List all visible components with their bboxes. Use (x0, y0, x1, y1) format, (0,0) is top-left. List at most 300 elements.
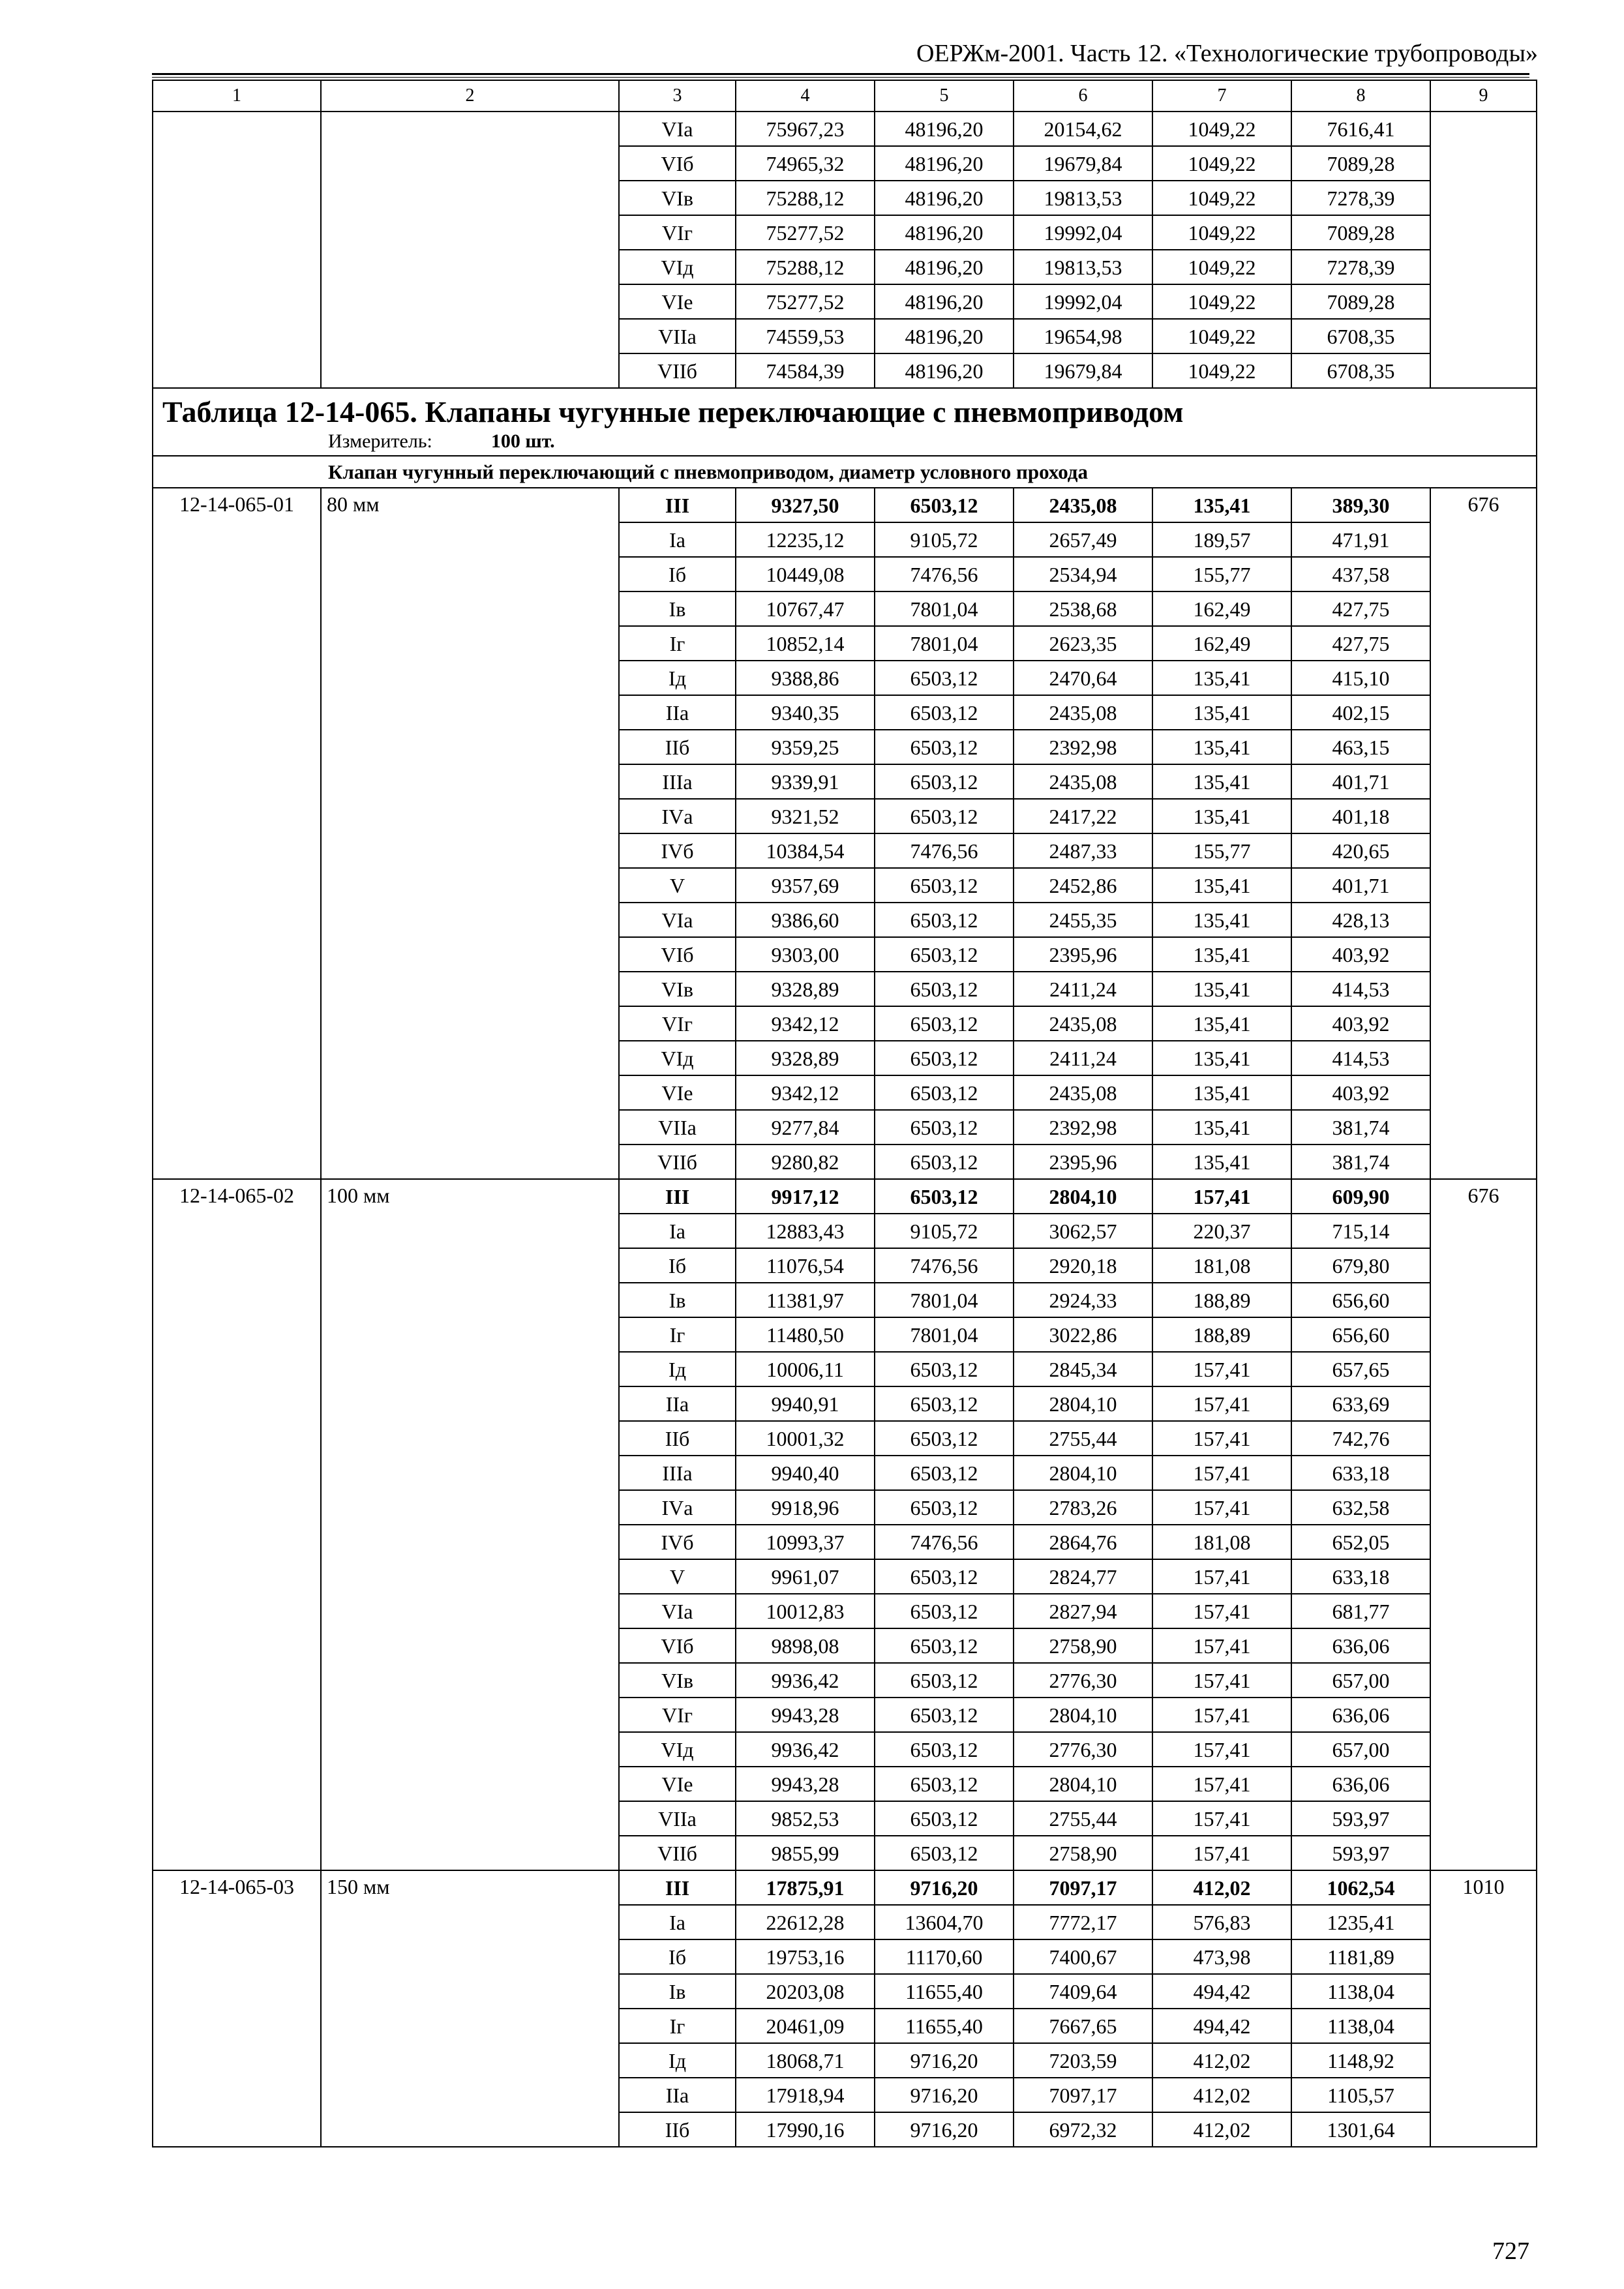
materials-cost-cell: 403,92 (1291, 1006, 1430, 1041)
total-cost-cell: 12883,43 (736, 1214, 875, 1248)
materials-cost-cell: 415,10 (1291, 661, 1430, 695)
total-cost-cell: 11480,50 (736, 1317, 875, 1352)
column-number-cell: 3 (619, 80, 736, 112)
total-cost-cell: 19753,16 (736, 1939, 875, 1974)
region-code-cell: Iг (619, 626, 736, 661)
name-cell (321, 112, 619, 388)
machine-cost-cell: 2392,98 (1014, 1110, 1152, 1144)
total-cost-cell: 9943,28 (736, 1767, 875, 1801)
total-cost-cell: 10384,54 (736, 833, 875, 868)
total-cost-cell: 18068,71 (736, 2043, 875, 2078)
region-code-cell: VIа (619, 112, 736, 146)
total-cost-cell: 9917,12 (736, 1179, 875, 1214)
wages-cost-cell: 48196,20 (875, 319, 1014, 353)
materials-cost-cell: 420,65 (1291, 833, 1430, 868)
table-row (153, 112, 1537, 146)
machine-cost-cell: 7409,64 (1014, 1974, 1152, 2009)
region-code-cell: Iг (619, 2009, 736, 2043)
wages-cost-cell: 7476,56 (875, 557, 1014, 591)
machine-cost-cell: 2395,96 (1014, 937, 1152, 972)
item-ref-cell: 1010 (1430, 1870, 1537, 2147)
total-cost-cell: 9328,89 (736, 972, 875, 1006)
machinist-wages-cell: 412,02 (1152, 1870, 1291, 1905)
materials-cost-cell: 1138,04 (1291, 1974, 1430, 2009)
total-cost-cell: 74965,32 (736, 146, 875, 181)
wages-cost-cell: 9716,20 (875, 1870, 1014, 1905)
machine-cost-cell: 2435,08 (1014, 1006, 1152, 1041)
machine-cost-cell: 7667,65 (1014, 2009, 1152, 2043)
machinist-wages-cell: 412,02 (1152, 2043, 1291, 2078)
machine-cost-cell: 2758,90 (1014, 1836, 1152, 1870)
machinist-wages-cell: 135,41 (1152, 764, 1291, 799)
total-cost-cell: 11381,97 (736, 1283, 875, 1317)
machinist-wages-cell: 135,41 (1152, 488, 1291, 522)
materials-cost-cell: 609,90 (1291, 1179, 1430, 1214)
materials-cost-cell: 403,92 (1291, 937, 1430, 972)
total-cost-cell: 74584,39 (736, 353, 875, 388)
machinist-wages-cell: 412,02 (1152, 2078, 1291, 2112)
machine-cost-cell: 20154,62 (1014, 112, 1152, 146)
item-ref-cell: 676 (1430, 1179, 1537, 1870)
total-cost-cell: 20203,08 (736, 1974, 875, 2009)
machine-cost-cell: 2435,08 (1014, 695, 1152, 730)
region-code-cell: IIIа (619, 764, 736, 799)
wages-cost-cell: 6503,12 (875, 1144, 1014, 1179)
total-cost-cell: 11076,54 (736, 1248, 875, 1283)
machinist-wages-cell: 157,41 (1152, 1732, 1291, 1767)
total-cost-cell: 22612,28 (736, 1905, 875, 1939)
materials-cost-cell: 636,06 (1291, 1767, 1430, 1801)
machinist-wages-cell: 157,41 (1152, 1456, 1291, 1490)
total-cost-cell: 17990,16 (736, 2112, 875, 2147)
item-name-cell: 80 мм (321, 488, 619, 1179)
wages-cost-cell: 6503,12 (875, 695, 1014, 730)
materials-cost-cell: 389,30 (1291, 488, 1430, 522)
region-code-cell: VIд (619, 250, 736, 284)
machinist-wages-cell: 155,77 (1152, 557, 1291, 591)
materials-cost-cell: 414,53 (1291, 972, 1430, 1006)
machinist-wages-cell: 135,41 (1152, 937, 1291, 972)
wages-cost-cell: 6503,12 (875, 1041, 1014, 1075)
machine-cost-cell: 2411,24 (1014, 972, 1152, 1006)
machine-cost-cell: 19992,04 (1014, 284, 1152, 319)
machine-cost-cell: 7772,17 (1014, 1905, 1152, 1939)
materials-cost-cell: 6708,35 (1291, 353, 1430, 388)
machine-cost-cell: 7203,59 (1014, 2043, 1152, 2078)
region-code-cell: VIб (619, 937, 736, 972)
wages-cost-cell: 48196,20 (875, 284, 1014, 319)
item-name-cell: 100 мм (321, 1179, 619, 1870)
machine-cost-cell: 2755,44 (1014, 1421, 1152, 1456)
region-code-cell: Iб (619, 557, 736, 591)
wages-cost-cell: 7476,56 (875, 833, 1014, 868)
region-code-cell: III (619, 488, 736, 522)
machine-cost-cell: 2920,18 (1014, 1248, 1152, 1283)
total-cost-cell: 10993,37 (736, 1525, 875, 1559)
total-cost-cell: 20461,09 (736, 2009, 875, 2043)
materials-cost-cell: 593,97 (1291, 1801, 1430, 1836)
total-cost-cell: 9855,99 (736, 1836, 875, 1870)
table-row (153, 488, 1537, 522)
materials-cost-cell: 427,75 (1291, 591, 1430, 626)
wages-cost-cell: 9716,20 (875, 2078, 1014, 2112)
machinist-wages-cell: 157,41 (1152, 1421, 1291, 1456)
machine-cost-cell: 19679,84 (1014, 146, 1152, 181)
wages-cost-cell: 7801,04 (875, 626, 1014, 661)
machinist-wages-cell: 157,41 (1152, 1559, 1291, 1594)
total-cost-cell: 9386,60 (736, 903, 875, 937)
wages-cost-cell: 48196,20 (875, 112, 1014, 146)
machine-cost-cell: 19992,04 (1014, 215, 1152, 250)
materials-cost-cell: 471,91 (1291, 522, 1430, 557)
machinist-wages-cell: 188,89 (1152, 1283, 1291, 1317)
total-cost-cell: 9303,00 (736, 937, 875, 972)
total-cost-cell: 75277,52 (736, 215, 875, 250)
machinist-wages-cell: 1049,22 (1152, 112, 1291, 146)
region-code-cell: III (619, 1179, 736, 1214)
wages-cost-cell: 48196,20 (875, 181, 1014, 215)
machine-cost-cell: 2455,35 (1014, 903, 1152, 937)
machine-cost-cell: 2435,08 (1014, 1075, 1152, 1110)
wages-cost-cell: 11655,40 (875, 1974, 1014, 2009)
machinist-wages-cell: 157,41 (1152, 1836, 1291, 1870)
total-cost-cell: 9342,12 (736, 1006, 875, 1041)
machine-cost-cell: 7097,17 (1014, 2078, 1152, 2112)
materials-cost-cell: 679,80 (1291, 1248, 1430, 1283)
machine-cost-cell: 2824,77 (1014, 1559, 1152, 1594)
machinist-wages-cell: 135,41 (1152, 972, 1291, 1006)
materials-cost-cell: 656,60 (1291, 1317, 1430, 1352)
region-code-cell: Iд (619, 661, 736, 695)
item-ref-cell: 676 (1430, 488, 1537, 1179)
machine-cost-cell: 2758,90 (1014, 1628, 1152, 1663)
wages-cost-cell: 6503,12 (875, 1594, 1014, 1628)
header-rule-thick (152, 73, 1529, 75)
wages-cost-cell: 9716,20 (875, 2043, 1014, 2078)
wages-cost-cell: 6503,12 (875, 1732, 1014, 1767)
table-caption-row (153, 388, 1537, 430)
materials-cost-cell: 403,92 (1291, 1075, 1430, 1110)
materials-cost-cell: 1105,57 (1291, 2078, 1430, 2112)
materials-cost-cell: 437,58 (1291, 557, 1430, 591)
machinist-wages-cell: 157,41 (1152, 1594, 1291, 1628)
machinist-wages-cell: 157,41 (1152, 1179, 1291, 1214)
materials-cost-cell: 1181,89 (1291, 1939, 1430, 1974)
materials-cost-cell: 402,15 (1291, 695, 1430, 730)
machine-cost-cell: 2657,49 (1014, 522, 1152, 557)
machinist-wages-cell: 157,41 (1152, 1767, 1291, 1801)
wages-cost-cell: 48196,20 (875, 353, 1014, 388)
total-cost-cell: 9321,52 (736, 799, 875, 833)
region-code-cell: Iв (619, 1283, 736, 1317)
materials-cost-cell: 633,18 (1291, 1456, 1430, 1490)
materials-cost-cell: 7089,28 (1291, 284, 1430, 319)
region-code-cell: III (619, 1870, 736, 1905)
region-code-cell: VIIб (619, 1144, 736, 1179)
wages-cost-cell: 48196,20 (875, 215, 1014, 250)
total-cost-cell: 9359,25 (736, 730, 875, 764)
column-number-cell: 9 (1430, 80, 1537, 112)
wages-cost-cell: 48196,20 (875, 146, 1014, 181)
materials-cost-cell: 6708,35 (1291, 319, 1430, 353)
machinist-wages-cell: 157,41 (1152, 1352, 1291, 1386)
machine-cost-cell: 7400,67 (1014, 1939, 1152, 1974)
machinist-wages-cell: 135,41 (1152, 1144, 1291, 1179)
total-cost-cell: 10001,32 (736, 1421, 875, 1456)
region-code-cell: VIе (619, 284, 736, 319)
materials-cost-cell: 381,74 (1291, 1144, 1430, 1179)
materials-cost-cell: 7616,41 (1291, 112, 1430, 146)
materials-cost-cell: 7089,28 (1291, 146, 1430, 181)
machine-cost-cell: 2804,10 (1014, 1767, 1152, 1801)
header-rule-thin (152, 77, 1529, 78)
wages-cost-cell: 6503,12 (875, 1801, 1014, 1836)
machinist-wages-cell: 157,41 (1152, 1490, 1291, 1525)
region-code-cell: Iа (619, 522, 736, 557)
column-number-cell: 8 (1291, 80, 1430, 112)
materials-cost-cell: 652,05 (1291, 1525, 1430, 1559)
machine-cost-cell: 19813,53 (1014, 181, 1152, 215)
materials-cost-cell: 633,18 (1291, 1559, 1430, 1594)
machine-cost-cell: 19813,53 (1014, 250, 1152, 284)
machinist-wages-cell: 157,41 (1152, 1801, 1291, 1836)
region-code-cell: VIа (619, 903, 736, 937)
machine-cost-cell: 2864,76 (1014, 1525, 1152, 1559)
machine-cost-cell: 2804,10 (1014, 1456, 1152, 1490)
total-cost-cell: 12235,12 (736, 522, 875, 557)
machine-cost-cell: 2804,10 (1014, 1179, 1152, 1214)
machinist-wages-cell: 135,41 (1152, 1041, 1291, 1075)
machinist-wages-cell: 189,57 (1152, 522, 1291, 557)
machine-cost-cell: 2623,35 (1014, 626, 1152, 661)
wages-cost-cell: 6503,12 (875, 730, 1014, 764)
total-cost-cell: 75967,23 (736, 112, 875, 146)
total-cost-cell: 10449,08 (736, 557, 875, 591)
total-cost-cell: 74559,53 (736, 319, 875, 353)
materials-cost-cell: 657,00 (1291, 1663, 1430, 1698)
total-cost-cell: 9943,28 (736, 1698, 875, 1732)
materials-cost-cell: 401,71 (1291, 764, 1430, 799)
materials-cost-cell: 427,75 (1291, 626, 1430, 661)
wages-cost-cell: 6503,12 (875, 1698, 1014, 1732)
region-code-cell: Iв (619, 1974, 736, 2009)
region-code-cell: VIв (619, 972, 736, 1006)
region-code-cell: VIд (619, 1732, 736, 1767)
wages-cost-cell: 6503,12 (875, 1663, 1014, 1698)
materials-cost-cell: 7089,28 (1291, 215, 1430, 250)
materials-cost-cell: 463,15 (1291, 730, 1430, 764)
total-cost-cell: 9342,12 (736, 1075, 875, 1110)
column-number-cell: 6 (1014, 80, 1152, 112)
materials-cost-cell: 742,76 (1291, 1421, 1430, 1456)
materials-cost-cell: 636,06 (1291, 1698, 1430, 1732)
total-cost-cell: 9936,42 (736, 1663, 875, 1698)
machine-cost-cell: 2755,44 (1014, 1801, 1152, 1836)
wages-cost-cell: 6503,12 (875, 1628, 1014, 1663)
total-cost-cell: 10852,14 (736, 626, 875, 661)
total-cost-cell: 9918,96 (736, 1490, 875, 1525)
total-cost-cell: 10767,47 (736, 591, 875, 626)
machinist-wages-cell: 494,42 (1152, 1974, 1291, 2009)
machinist-wages-cell: 576,83 (1152, 1905, 1291, 1939)
total-cost-cell: 17875,91 (736, 1870, 875, 1905)
region-code-cell: Iг (619, 1317, 736, 1352)
unit-row (153, 430, 1537, 456)
wages-cost-cell: 13604,70 (875, 1905, 1014, 1939)
machine-cost-cell: 2487,33 (1014, 833, 1152, 868)
materials-cost-cell: 381,74 (1291, 1110, 1430, 1144)
total-cost-cell: 10012,83 (736, 1594, 875, 1628)
materials-cost-cell: 657,00 (1291, 1732, 1430, 1767)
machine-cost-cell: 2776,30 (1014, 1663, 1152, 1698)
total-cost-cell: 75288,12 (736, 250, 875, 284)
region-code-cell: VIг (619, 1698, 736, 1732)
region-code-cell: VIIа (619, 1110, 736, 1144)
wages-cost-cell: 11655,40 (875, 2009, 1014, 2043)
region-code-cell: VIг (619, 215, 736, 250)
region-code-cell: Iд (619, 1352, 736, 1386)
machine-cost-cell: 2804,10 (1014, 1698, 1152, 1732)
region-code-cell: VIд (619, 1041, 736, 1075)
wages-cost-cell: 6503,12 (875, 903, 1014, 937)
machine-cost-cell: 7097,17 (1014, 1870, 1152, 1905)
region-code-cell: Iд (619, 2043, 736, 2078)
region-code-cell: VIб (619, 1628, 736, 1663)
region-code-cell: Iб (619, 1248, 736, 1283)
machinist-wages-cell: 494,42 (1152, 2009, 1291, 2043)
wages-cost-cell: 6503,12 (875, 937, 1014, 972)
machinist-wages-cell: 157,41 (1152, 1663, 1291, 1698)
materials-cost-cell: 632,58 (1291, 1490, 1430, 1525)
machinist-wages-cell: 1049,22 (1152, 319, 1291, 353)
machine-cost-cell: 2783,26 (1014, 1490, 1152, 1525)
wages-cost-cell: 6503,12 (875, 1386, 1014, 1421)
wages-cost-cell: 7476,56 (875, 1525, 1014, 1559)
machinist-wages-cell: 162,49 (1152, 591, 1291, 626)
region-code-cell: IVб (619, 833, 736, 868)
region-code-cell: V (619, 1559, 736, 1594)
table-row (153, 1179, 1537, 1214)
region-code-cell: IIа (619, 1386, 736, 1421)
group-title: Клапан чугунный переключающий с пневмоприводом, диаметр условного прохода (153, 456, 1537, 488)
total-cost-cell: 9339,91 (736, 764, 875, 799)
total-cost-cell: 9936,42 (736, 1732, 875, 1767)
item-code-cell: 12-14-065-03 (153, 1870, 321, 2147)
machinist-wages-cell: 157,41 (1152, 1698, 1291, 1732)
machinist-wages-cell: 135,41 (1152, 695, 1291, 730)
machine-cost-cell: 2827,94 (1014, 1594, 1152, 1628)
table-caption: Таблица 12-14-065. Клапаны чугунные переключающие с пневмоприводом (153, 388, 1537, 430)
wages-cost-cell: 6503,12 (875, 1836, 1014, 1870)
machinist-wages-cell: 135,41 (1152, 730, 1291, 764)
wages-cost-cell: 9105,72 (875, 522, 1014, 557)
total-cost-cell: 9940,40 (736, 1456, 875, 1490)
table-row (153, 1870, 1537, 1905)
machine-cost-cell: 2534,94 (1014, 557, 1152, 591)
item-name-cell: 150 мм (321, 1870, 619, 2147)
region-code-cell: IVб (619, 1525, 736, 1559)
wages-cost-cell: 7801,04 (875, 591, 1014, 626)
region-code-cell: IIб (619, 730, 736, 764)
machine-cost-cell: 2452,86 (1014, 868, 1152, 903)
wages-cost-cell: 6503,12 (875, 1110, 1014, 1144)
wages-cost-cell: 6503,12 (875, 1075, 1014, 1110)
machine-cost-cell: 2435,08 (1014, 764, 1152, 799)
region-code-cell: IIб (619, 1421, 736, 1456)
column-number-cell: 7 (1152, 80, 1291, 112)
machinist-wages-cell: 135,41 (1152, 661, 1291, 695)
materials-cost-cell: 428,13 (1291, 903, 1430, 937)
total-cost-cell: 9277,84 (736, 1110, 875, 1144)
region-code-cell: Iа (619, 1214, 736, 1248)
region-code-cell: VIб (619, 146, 736, 181)
machinist-wages-cell: 1049,22 (1152, 215, 1291, 250)
machine-cost-cell: 2411,24 (1014, 1041, 1152, 1075)
wages-cost-cell: 7476,56 (875, 1248, 1014, 1283)
wages-cost-cell: 6503,12 (875, 1352, 1014, 1386)
materials-cost-cell: 1138,04 (1291, 2009, 1430, 2043)
machine-cost-cell: 2845,34 (1014, 1352, 1152, 1386)
machine-cost-cell: 6972,32 (1014, 2112, 1152, 2147)
machine-cost-cell: 3062,57 (1014, 1214, 1152, 1248)
wages-cost-cell: 6503,12 (875, 868, 1014, 903)
wages-cost-cell: 9105,72 (875, 1214, 1014, 1248)
materials-cost-cell: 401,71 (1291, 868, 1430, 903)
region-code-cell: IIа (619, 2078, 736, 2112)
wages-cost-cell: 6503,12 (875, 1767, 1014, 1801)
materials-cost-cell: 1148,92 (1291, 2043, 1430, 2078)
total-cost-cell: 9328,89 (736, 1041, 875, 1075)
materials-cost-cell: 1235,41 (1291, 1905, 1430, 1939)
materials-cost-cell: 1301,64 (1291, 2112, 1430, 2147)
materials-cost-cell: 7278,39 (1291, 250, 1430, 284)
total-cost-cell: 9280,82 (736, 1144, 875, 1179)
running-header-title: ОЕРЖм-2001. Часть 12. «Технологические трубопроводы» (916, 40, 1538, 67)
materials-cost-cell: 657,65 (1291, 1352, 1430, 1386)
machinist-wages-cell: 135,41 (1152, 1075, 1291, 1110)
machinist-wages-cell: 1049,22 (1152, 250, 1291, 284)
wages-cost-cell: 6503,12 (875, 1559, 1014, 1594)
materials-cost-cell: 7278,39 (1291, 181, 1430, 215)
machinist-wages-cell: 135,41 (1152, 799, 1291, 833)
wages-cost-cell: 6503,12 (875, 488, 1014, 522)
wages-cost-cell: 9716,20 (875, 2112, 1014, 2147)
wages-cost-cell: 6503,12 (875, 799, 1014, 833)
total-cost-cell: 9961,07 (736, 1559, 875, 1594)
region-code-cell: VIIа (619, 1801, 736, 1836)
unit-label: Измеритель: (328, 430, 432, 452)
region-code-cell: VIIб (619, 353, 736, 388)
code-cell (153, 112, 321, 388)
region-code-cell: VIв (619, 1663, 736, 1698)
column-number-cell: 4 (736, 80, 875, 112)
machine-cost-cell: 2804,10 (1014, 1386, 1152, 1421)
machine-cost-cell: 19679,84 (1014, 353, 1152, 388)
total-cost-cell: 9388,86 (736, 661, 875, 695)
machine-cost-cell: 2395,96 (1014, 1144, 1152, 1179)
wages-cost-cell: 6503,12 (875, 972, 1014, 1006)
machinist-wages-cell: 1049,22 (1152, 284, 1291, 319)
machinist-wages-cell: 155,77 (1152, 833, 1291, 868)
column-number-cell: 1 (153, 80, 321, 112)
wages-cost-cell: 6503,12 (875, 1421, 1014, 1456)
ref-cell (1430, 112, 1537, 388)
machinist-wages-cell: 1049,22 (1152, 146, 1291, 181)
wages-cost-cell: 6503,12 (875, 1179, 1014, 1214)
region-code-cell: VIе (619, 1075, 736, 1110)
total-cost-cell: 9852,53 (736, 1801, 875, 1836)
region-code-cell: VIг (619, 1006, 736, 1041)
